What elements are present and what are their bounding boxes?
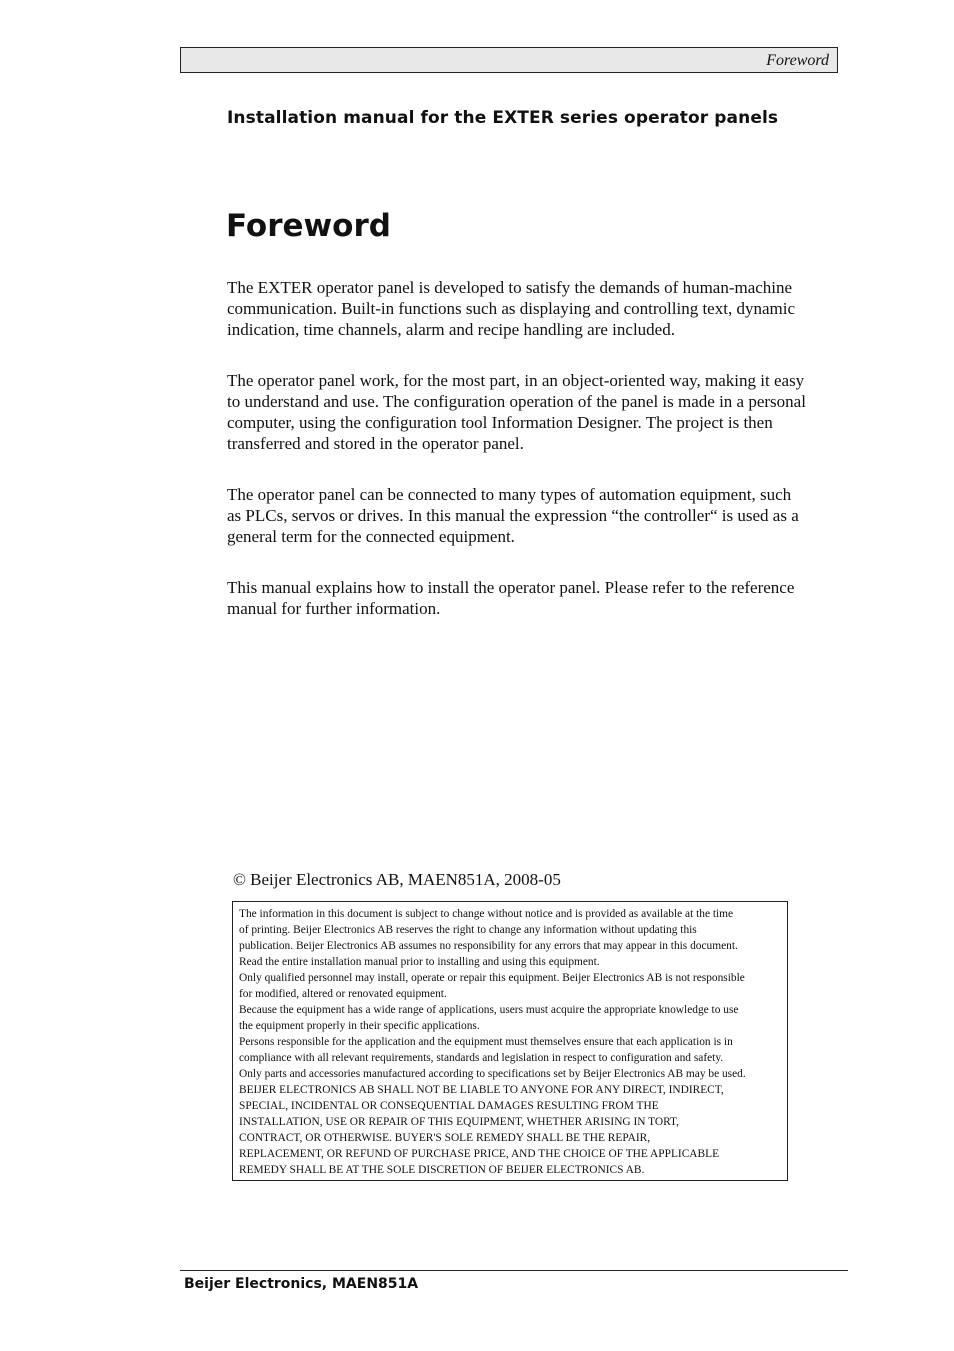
disclaimer-line: SPECIAL, INCIDENTAL OR CONSEQUENTIAL DAMAGES RESULTING FROM THE [239, 1100, 659, 1112]
disclaimer-line: the equipment properly in their specific applications. [239, 1020, 480, 1032]
paragraph-object-oriented: The operator panel work, for the most part, in an object-oriented way, making it easy to understand and use. The configuration operation of the panel is made in a personal computer, using the configuration tool Information Designer. The project is then transferred and stored in the operator panel. [227, 371, 806, 453]
copyright-notice: © Beijer Electronics AB, MAEN851A, 2008-05 [233, 870, 561, 889]
disclaimer-line: Only parts and accessories manufactured according to specifications set by Beijer Electronics AB may be used. [239, 1068, 746, 1080]
disclaimer-line: for modified, altered or renovated equipment. [239, 988, 447, 1000]
disclaimer-line: of printing. Beijer Electronics AB reserves the right to change any information without updating this [239, 924, 697, 936]
paragraph-manual-scope: This manual explains how to install the operator panel. Please refer to the reference manual for further information. [227, 578, 795, 618]
disclaimer-line: Only qualified personnel may install, operate or repair this equipment. Beijer Electronics AB is not responsible [239, 972, 745, 984]
disclaimer-line: CONTRACT, OR OTHERWISE. BUYER'S SOLE REMEDY SHALL BE THE REPAIR, [239, 1132, 651, 1144]
manual-subtitle: Installation manual for the EXTER series operator panels [227, 108, 779, 128]
disclaimer-line: REMEDY SHALL BE AT THE SOLE DISCRETION OF BEIJER ELECTRONICS AB. [239, 1164, 645, 1176]
disclaimer-line: publication. Beijer Electronics AB assumes no responsibility for any errors that may appear in this document. [239, 940, 738, 952]
paragraph-connectivity: The operator panel can be connected to many types of automation equipment, such as PLCs, servos or drives. In this manual the expression “the controller“ is used as a general term for the connected equipment. [227, 485, 799, 546]
disclaimer-line: compliance with all relevant requirements, standards and legislation in respect to configuration and safety. [239, 1052, 724, 1064]
disclaimer-line: INSTALLATION, USE OR REPAIR OF THIS EQUIPMENT, WHETHER ARISING IN TORT, [239, 1116, 680, 1128]
running-header [180, 47, 838, 73]
disclaimer-line: Read the entire installation manual prior to installing and using this equipment. [239, 956, 600, 968]
disclaimer-line: REPLACEMENT, OR REFUND OF PURCHASE PRICE, AND THE CHOICE OF THE APPLICABLE [239, 1148, 720, 1160]
disclaimer-box [232, 901, 788, 1181]
disclaimer-line: Persons responsible for the application and the equipment must themselves ensure that each application is in [239, 1036, 733, 1048]
page-footer: Beijer Electronics, MAEN851A [184, 1276, 419, 1292]
disclaimer-line: The information in this document is subject to change without notice and is provided as available at the time [239, 908, 734, 920]
header-section-title: Foreword [766, 52, 829, 69]
disclaimer-line: Because the equipment has a wide range of applications, users must acquire the appropriate knowledge to use [239, 1004, 739, 1016]
disclaimer-line: BEIJER ELECTRONICS AB SHALL NOT BE LIABLE TO ANYONE FOR ANY DIRECT, INDIRECT, [239, 1084, 724, 1096]
footer-divider [180, 1270, 848, 1271]
paragraph-intro: The EXTER operator panel is developed to satisfy the demands of human-machine communication. Built-in functions such as displaying and controlling text, dynamic indication, time channels, alarm and recipe handling are included. [227, 278, 795, 339]
page-title: Foreword [226, 208, 391, 244]
